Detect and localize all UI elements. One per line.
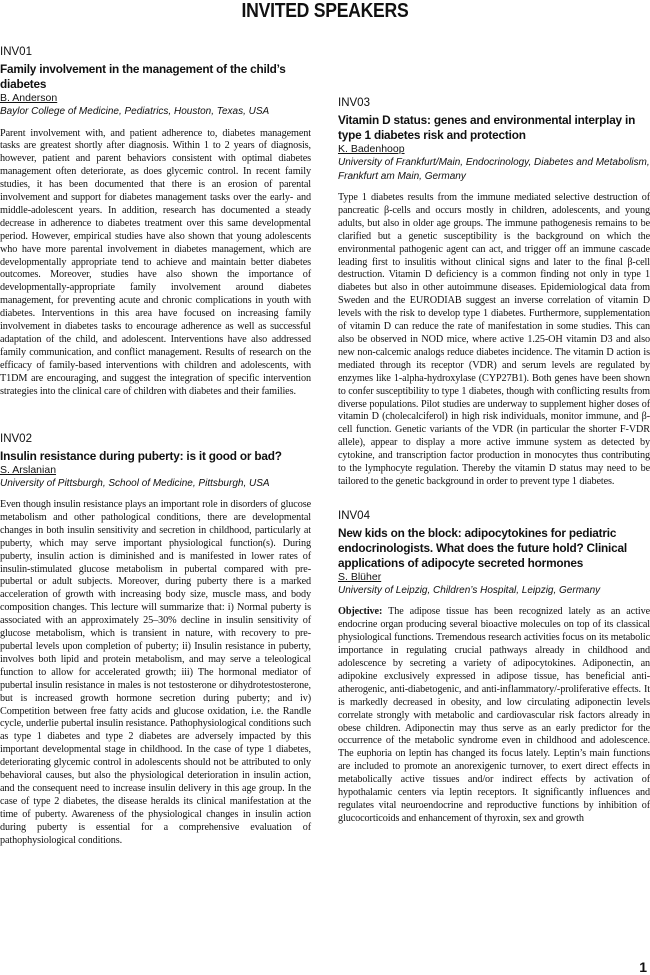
abstract-body: Type 1 diabetes results from the immune mediated selective destruction of pancreatic β-cells and occurs mostly in children, adolescents, and young adults, but also in older age groups. The immune pathogenesis remains to be clarified but a genetic susceptibility is the background on which the environmental pathogenic agent can act, and trigger off an immune cascade leading first to insulitis without clinical signs and later to the final β-cell destruction. Vitamin D deficiency is a common finding not only in type 1 diabetes but also in other autoimmune diseases. Epidemiological data from Sweden and the EURODIAB suggest an inverse correlation of vitamin D levels with the risk to develop type 1 diabetes. Furthermore, supplementation of vitamin D can reduce the rate of manifestation in some studies. This can also be observed in NOD mice, where active 1.25-OH vitamin D3 and also new non-calcemic analogs reduce diabetes incidence. The vitamin D action is mediated through its receptor (VDR) and serum levels are regulated by enzymes like 1-alpha-hydroxylase (CYP27B1). Both genes have been shown to confer susceptibility to type 1 diabetes, though with conflicting results from diverse populations. Pilot studies are underway to supplement higher doses of vitamin D (cholecalciferol) in high risk individuals, monitor immune, and β-cell function. Genetic variants of the VDR (in particular the shorter F-VDR allele), appear to display a more active immune system as detected by cytokine, and transcription factor production in monocytes thus contributing to the lymphocyte regulation. Thereby the vitamin D status may need to be tailored to the genetic background in order to prevent type 1 diabetes.: [338, 192, 650, 487]
abstract-body: [338, 606, 650, 825]
abstract-title: New kids on the block: adipocytokines for pediatric endocrinologists. What does the future hold? Clinical applications of adipocyte secreted hormones: [338, 525, 627, 570]
abstract-body: Parent involvement with, and patient adherence to, diabetes management tasks are greatest shortly after diagnosis. Within 1 to 2 years of diagnosis, however, patient and parent behaviors consistent with optimal diabetes management often deteriorate, as does glycemic control. In recent family studies, it has been documented that there is an erosion of parental involvement and support for diabetes management tasks over the early- and middle-adolescent years. In addition, research has documented a steady decrease in adherence to diabetes treatment over this same developmental period. However, empirical studies have also shown that young adolescents who have more parental involvement in diabetes management, which are developmentally appropriate tend to achieve and maintain better diabetes outcomes. Moreover, studies have also shown the importance of developmentally-appropriate family involvement around diabetes management, for preventing acute and chronic complications in youth with diabetes. Interventions in this area have focused on increasing family involvement in diabetes tasks to encourage adherence as well as successful adaptation of the child, and adolescent. Interventions have also addressed family communication, and conflict management. Results of research on the efficacy of family-based interventions with children and adolescents, with T1DM are encouraging, and suggest the integration of specific intervention strategies into the clinical care of children with diabetes and their families.: [0, 127, 311, 397]
left-column: [0, 45, 311, 848]
abstract-code: INV03: [338, 97, 370, 109]
abstract-affiliation: Baylor College of Medicine, Pediatrics, Houston, Texas, USA: [0, 106, 270, 117]
page-title: INVITED SPEAKERS: [241, 0, 409, 22]
page-number: 1: [639, 959, 647, 975]
abstract-affiliation: University of Leipzig, Children’s Hospital, Leipzig, Germany: [338, 584, 601, 596]
abstract-title: Vitamin D status: genes and environmental interplay in type 1 diabetes risk and protection: [338, 113, 636, 142]
abstract-body: Even though insulin resistance plays an important role in disorders of glucose metabolism and other pathological conditions, there are developmental changes in both insulin sensitivity and secretion in childhood, particularly at puberty, which may serve important physiological function(s). During puberty, insulin action is diminished and is manifested in lower rates of insulin-stimulated glucose metabolism in pubertal compared with pre-pubertal or adult subjects. Moreover, during puberty there is a marked acceleration of growth with increasing body size, muscle mass, and body composition changes. This lecture will summarize that: i) Normal puberty is associated with an approximately 25–30% decline in insulin sensitivity of glucose metabolism, which is transient in nature, with recovery to pre-pubertal levels upon completion of puberty; ii) Insulin resistance in puberty, involves both lipid and protein metabolism, and may serve a teleological function to allow for accelerated growth; iii) The hormonal mediator of pubertal insulin resistance in males is not testosterone or dihydrotestosterone, but is increased growth hormone secretion during puberty; and iv) Competition between free fatty acids and glucose oxidation, i.e. the Randle cycle, underlie pubertal insulin resistance. Pathophysiological conditions such as type 1 diabetes and type 2 diabetes are adversely impacted by this important developmental stage in childhood. In the case of type 1 diabetes, deteriorating glycemic control in adolescents should not be attributed to only behavioral causes, but also the physiological deterioration in insulin action, and the consequent need to increase insulin delivery in this age group. In the case of type 2 diabetes, the disease heralds its clinical manifestation at the time of puberty. Awareness of the physiological changes in insulin action during puberty is essential for a comprehensive evaluation of pathophysiological conditions.: [0, 499, 311, 846]
abstract-code: INV04: [338, 509, 370, 522]
abstract-author: S. Blüher: [338, 570, 382, 583]
abstract-code: INV02: [0, 432, 32, 445]
abstract-title: Family involvement in the management of the child’s diabetes: [0, 62, 286, 91]
abstract-code: INV01: [0, 46, 32, 58]
abstract-affiliation: University of Frankfurt/Main, Endocrinology, Diabetes and Metabolism, Frankfurt am Main, Germany: [338, 157, 650, 182]
abstract-inv03: [338, 96, 650, 489]
abstract-author: B. Anderson: [0, 92, 58, 104]
abstract-inv02: [0, 432, 311, 848]
abstract-title: Insulin resistance during puberty: is it good or bad?: [0, 448, 282, 463]
abstract-inv01: [0, 45, 311, 399]
abstract-inv04: [338, 509, 650, 826]
abstract-body-text: The adipose tissue has been recognized lately as an active endocrine organ producing several bioactive molecules on top of its classical physiological functions. Tremendous research activities focus on its metabolic importance in regulating crucial pathways already in childhood and adolescence by secreting a variety of adipocytokines. Adiponectin, an adipokine exclusively expressed in adipose tissue, has beneficial anti-atherogenic, anti-diabetogenic, and anti-inflammatory/-proliferative effects. It is markedly decreased in obesity, and low circulating adiponectin levels correlate strongly with metabolic and cardiovascular risk factors already in obese children. Adiponectin may thus serve as an early predictor for the occurrence of the metabolic syndrome even in childhood and adolescence. The euphoria on leptin has changed its focus lately. Leptin’s main functions are included to promote an anorexigenic turnover, to exert direct effects in metabolically active tissues and/or indirect effects by activation of hypothalamic centers via leptin receptors. It significantly influences and regulates vital neuroendocrine and reproductive functions by inhibition of glucocorticoids and enhancement of thyroxin, sex and growth: [338, 606, 650, 824]
abstract-author: K. Badenhoop: [338, 143, 405, 155]
objective-label: Objective:: [338, 606, 383, 618]
abstract-affiliation: University of Pittsburgh, School of Medicine, Pittsburgh, USA: [0, 477, 270, 489]
right-column: [338, 97, 650, 826]
abstract-author: S. Arslanian: [0, 463, 57, 476]
